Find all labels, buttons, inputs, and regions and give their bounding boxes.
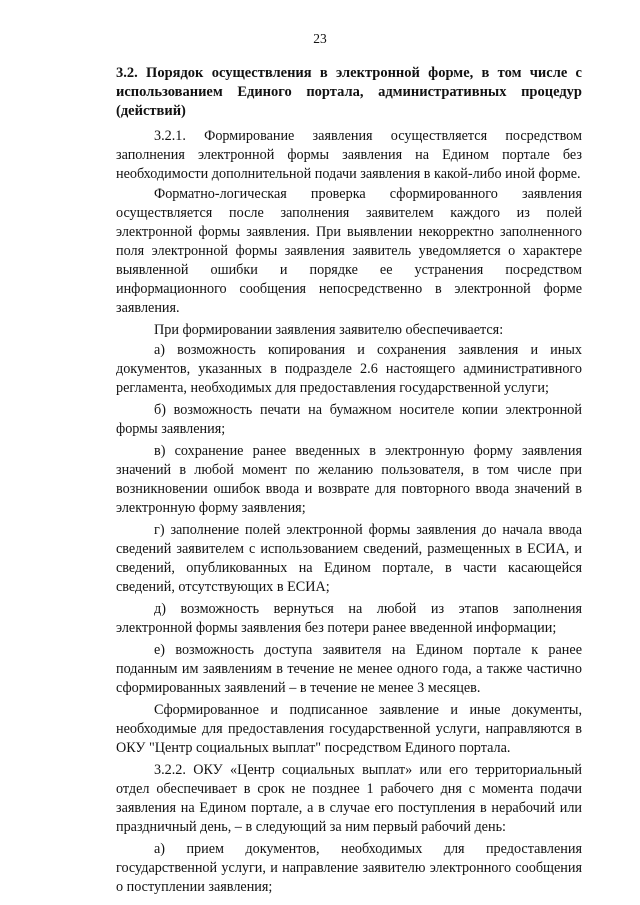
section-title: 3.2. Порядок осуществления в электронной форме, в том числе с использованием Единого портала, административных процедур (действий) — [116, 65, 582, 119]
paragraph-submission: Сформированное и подписанное заявление и иные документы, необходимые для предоставления государственной услуги, направляются в ОКУ "Центр социальных выплат" посредством Единого портала. — [116, 702, 582, 756]
list-item-b: б) возможность печати на бумажном носителе копии электронной формы заявления; — [116, 402, 582, 437]
list-item-a-reception: а) прием документов, необходимых для предоставления государственной услуги, и направление заявителю электронного сообщения о поступлении заявления; — [116, 841, 582, 895]
paragraph-format-check: Форматно-логическая проверка сформированного заявления осуществляется после заполнения заявителем каждого из полей электронной формы заявления. При выявлении некорректно заполненного поля электронной формы заявления заявитель уведомляется о характере выявленной ошибки и порядке ее устранения посредством информационного сообщения непосредственно в электронной форме заявления. — [116, 186, 582, 316]
list-item-g: г) заполнение полей электронной формы заявления до начала ввода сведений заявителем с использованием сведений, размещенных в ЕСИА, и сведений, опубликованных на Едином портале, в части касающейся сведений, отсутствующих в ЕСИА; — [116, 522, 582, 595]
list-item-d: д) возможность вернуться на любой из этапов заполнения электронной формы заявления без потери ранее введенной информации; — [116, 601, 582, 636]
document-body — [116, 127, 582, 898]
list-item-e: е) возможность доступа заявителя на Едином портале к ранее поданным им заявлениям в течение не менее одного года, а также частично сформированных заявлений – в течение не менее 3 месяцев. — [116, 642, 582, 696]
list-item-a: а) возможность копирования и сохранения заявления и иных документов, указанных в подразделе 2.6 настоящего административного регламента, необходимых для предоставления государственной услуги; — [116, 342, 582, 396]
paragraph-3-2-1: 3.2.1. Формирование заявления осуществляется посредством заполнения электронной формы заявления на Едином портале без необходимости дополнительной подачи заявления в какой-либо иной форме. — [116, 128, 582, 182]
paragraph-provisions-intro: При формировании заявления заявителю обеспечивается: — [154, 322, 504, 338]
list-item-v: в) сохранение ранее введенных в электронную форму заявления значений в любой момент по желанию пользователя, в том числе при возникновении ошибок ввода и возврате для повторного ввода значений в электронную форму заявления; — [116, 443, 582, 516]
paragraph-3-2-2: 3.2.2. ОКУ «Центр социальных выплат» или его территориальный отдел обеспечивает в срок не позднее 1 рабочего дня с момента подачи заявления на Едином портале, а в случае его поступления в нерабочий или праздничный день, – в следующий за ним первый рабочий день: — [116, 762, 582, 835]
page-number: 23 — [313, 31, 327, 46]
